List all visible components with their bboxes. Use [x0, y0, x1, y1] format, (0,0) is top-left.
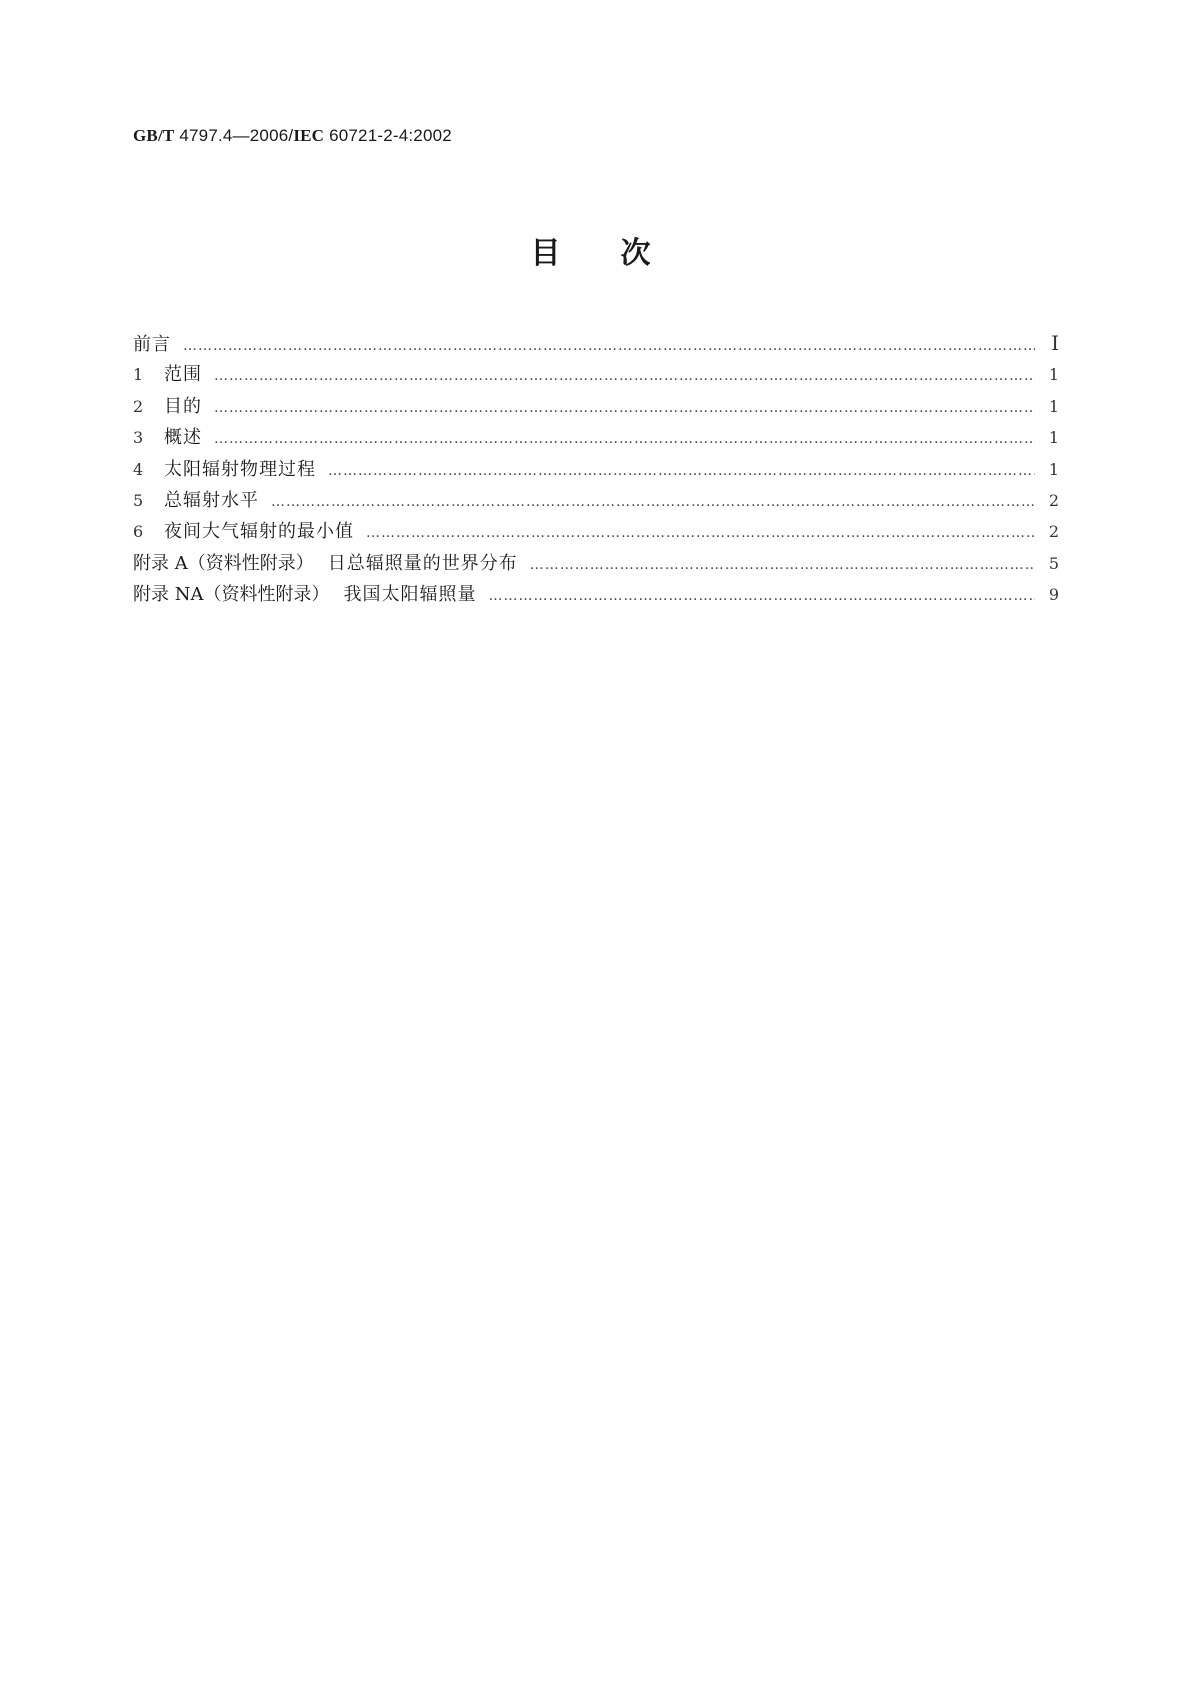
toc-entry-purpose[interactable]: [133, 391, 1059, 422]
iec-number: 60721-2-4:2002: [324, 126, 452, 145]
toc-entry-label: 目的: [164, 395, 202, 417]
toc-entry-label: 太阳辐射物理过程: [164, 458, 316, 480]
toc-entry-page: 2: [1048, 490, 1059, 510]
dot-leader: [488, 581, 1035, 612]
toc-entry-page: 1: [1048, 365, 1059, 385]
standard-number: 4797.4—2006/: [174, 126, 294, 145]
toc-entry-solar-radiation-physics[interactable]: [133, 454, 1059, 485]
dot-leader: [530, 550, 1035, 581]
toc-entry-night-radiation-minimum[interactable]: [133, 516, 1059, 547]
toc-entry-scope[interactable]: [133, 359, 1059, 390]
standard-header: [133, 126, 452, 146]
toc-entry-number: 3: [133, 428, 144, 448]
dot-leader: [183, 331, 1035, 362]
toc-entry-annex-prefix: 附录 NA（资料性附录）: [133, 584, 330, 606]
toc-entry-label: 总辐射水平: [164, 489, 259, 511]
toc-entry-page: Ⅰ: [1051, 331, 1059, 355]
toc-entry-page: 1: [1048, 459, 1059, 479]
toc-entry-page: 1: [1048, 428, 1059, 448]
toc-entry-annex-prefix: 附录 A（资料性附录）: [133, 552, 314, 574]
toc-entry-page: 5: [1048, 553, 1059, 573]
standard-prefix: GB/T: [133, 126, 175, 145]
toc-entry-page: 2: [1048, 522, 1059, 542]
toc-entry-label: 夜间大气辐射的最小值: [164, 521, 354, 543]
dot-leader: [328, 456, 1035, 487]
dot-leader: [366, 518, 1035, 549]
toc-entry-label: 日总辐照量的世界分布: [327, 552, 518, 574]
dot-leader: [214, 361, 1035, 392]
toc-entry-number: 2: [133, 396, 144, 416]
toc-entry-number: 6: [133, 522, 144, 542]
toc-title: 目次: [530, 236, 711, 271]
dot-leader: [214, 424, 1035, 455]
toc-entry-label: 我国太阳辐照量: [343, 584, 477, 606]
dot-leader: [214, 393, 1035, 424]
toc-entry-overview[interactable]: [133, 422, 1059, 453]
toc-entry-label: 前言: [133, 334, 171, 355]
toc-entry-number: 1: [133, 365, 144, 385]
toc-entry-label: 范围: [164, 364, 202, 386]
dot-leader: [271, 487, 1035, 518]
toc-entry-number: 4: [133, 459, 144, 479]
toc-entry-annex-a[interactable]: [133, 548, 1059, 579]
toc-entry-global-radiation-level[interactable]: [133, 485, 1059, 516]
toc-entry-page: 9: [1048, 585, 1059, 605]
toc-entry-preface[interactable]: [133, 328, 1059, 359]
toc-entry-annex-na[interactable]: [133, 579, 1059, 610]
table-of-contents: [133, 328, 1059, 611]
toc-entry-page: 1: [1048, 396, 1059, 416]
toc-entry-label: 概述: [164, 427, 202, 449]
toc-entry-number: 5: [133, 490, 144, 510]
iec-prefix: IEC: [293, 126, 325, 145]
